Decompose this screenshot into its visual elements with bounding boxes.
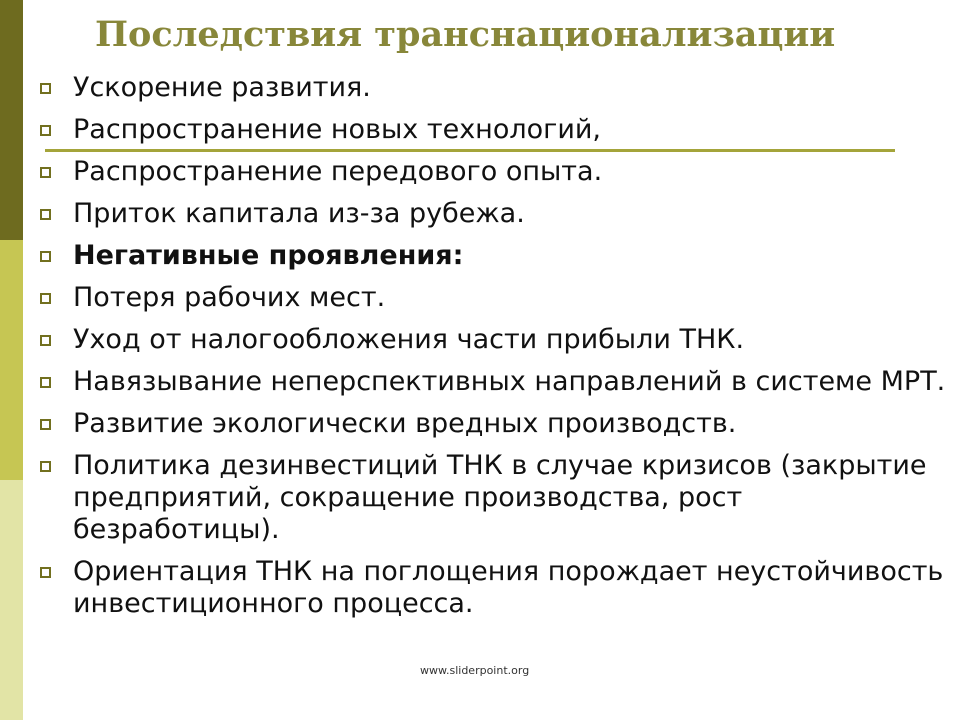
bullet-text: Потеря рабочих мест. [73,282,386,313]
bullet-text: Негативные проявления: [73,240,464,271]
footer-url: www.sliderpoint.org [420,664,530,677]
bullet-item [40,556,950,620]
square-bullet-icon [40,461,51,472]
bullet-text: Распространение передового опыта. [73,156,603,187]
side-bar-light [0,480,23,720]
square-bullet-icon [40,567,51,578]
bullet-item [40,366,950,398]
bullet-text: Навязывание неперспективных направлений в системе МРТ. [73,366,946,397]
bullet-text: Уход от налогообложения части прибыли ТНК. [73,324,745,355]
bullet-list [40,72,950,630]
square-bullet-icon [40,209,51,220]
bullet-item [40,198,950,230]
bullet-item [40,324,950,356]
square-bullet-icon [40,167,51,178]
bullet-item [40,114,950,146]
square-bullet-icon [40,83,51,94]
bullet-item [40,408,950,440]
bullet-item [40,72,950,104]
bullet-text: Приток капитала из-за рубежа. [73,198,525,229]
bullet-item [40,282,950,314]
square-bullet-icon [40,293,51,304]
bullet-text: Развитие экологически вредных производств. [73,408,737,439]
bullet-text: Политика дезинвестиций ТНК в случае кризисов (закрытие предприятий, сокращение производства, рост безработицы). [73,450,927,545]
bullet-text: Распространение новых технологий, [73,114,601,145]
bullet-item [40,156,950,188]
square-bullet-icon [40,419,51,430]
square-bullet-icon [40,125,51,136]
side-bar-mid [0,240,23,480]
square-bullet-icon [40,335,51,346]
bullet-item-heading [40,240,950,272]
square-bullet-icon [40,251,51,262]
slide-title: Последствия транснационализации [95,14,836,55]
bullet-text: Ускорение развития. [73,72,371,103]
square-bullet-icon [40,377,51,388]
bullet-text: Ориентация ТНК на поглощения порождает неустойчивость инвестиционного процесса. [73,556,944,619]
bullet-item [40,450,950,546]
side-bar-dark [0,0,23,240]
